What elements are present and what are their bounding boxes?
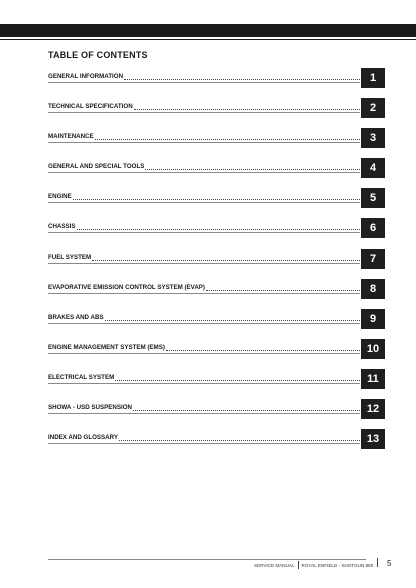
toc-entry-number[interactable]: 10 (361, 339, 385, 359)
toc-entry-label: SHOWA - USD SUSPENSION (48, 404, 132, 412)
toc-leader-dots (77, 223, 384, 230)
toc-entry-label: TECHNICAL SPECIFICATION (48, 103, 133, 111)
toc-entry-label: BRAKES AND ABS (48, 313, 104, 321)
toc-entry-rule (48, 413, 360, 414)
toc-entry-label: MAINTENANCE (48, 133, 94, 141)
toc-entry[interactable] (48, 247, 388, 277)
toc-leader-dots (166, 344, 384, 351)
toc-entry[interactable] (48, 307, 388, 337)
toc-entry[interactable] (48, 337, 388, 367)
toc-entry-label: GENERAL AND SPECIAL TOOLS (48, 163, 145, 171)
footer-rule (48, 559, 366, 560)
toc-entry-rule (48, 112, 360, 113)
footer-model-label: ROYAL ENFIELD - SHOTGUN 650 (301, 562, 374, 568)
toc-entry-number[interactable]: 8 (361, 279, 385, 299)
toc-leader-dots (92, 254, 384, 261)
toc-entry-number[interactable]: 9 (361, 309, 385, 329)
toc-entry-label: CHASSIS (48, 223, 76, 231)
toc-entry-label: ENGINE MANAGEMENT SYSTEM (EMS) (48, 343, 165, 351)
toc-entry-rule (48, 172, 360, 173)
toc-entry-number[interactable]: 7 (361, 249, 385, 269)
toc-entry[interactable] (48, 156, 388, 186)
toc-entry-rule (48, 202, 360, 203)
footer-manual-label: SERVICE MANUAL (254, 562, 295, 568)
toc-entry-label: EVAPORATIVE EMISSION CONTROL SYSTEM (EVAP) (48, 283, 205, 291)
toc-entry[interactable] (48, 186, 388, 216)
toc-entry[interactable] (48, 216, 388, 246)
footer-separator (377, 558, 378, 567)
toc-entry-number[interactable]: 12 (361, 399, 385, 419)
toc-entry-number[interactable]: 3 (361, 128, 385, 148)
header-rule (0, 39, 416, 40)
toc-entry-rule (48, 293, 360, 294)
toc-entry-number[interactable]: 2 (361, 98, 385, 118)
toc-entry-label: ELECTRICAL SYSTEM (48, 373, 115, 381)
toc-leader-dots (133, 404, 384, 411)
toc-entry-label: INDEX AND GLOSSARY (48, 434, 119, 442)
toc-entry-rule (48, 263, 360, 264)
toc-leader-dots (105, 314, 384, 321)
toc-leader-dots (119, 434, 384, 441)
toc-entry-rule (48, 443, 360, 444)
toc-leader-dots (206, 284, 384, 291)
toc-entry-number[interactable]: 11 (361, 369, 385, 389)
footer (254, 561, 373, 569)
toc-entry-label: GENERAL INFORMATION (48, 73, 124, 80)
toc-leader-dots (95, 133, 384, 140)
toc-entry-number[interactable]: 1 (361, 68, 385, 88)
toc-entry-rule (48, 383, 360, 384)
toc-leader-dots (73, 193, 384, 200)
toc-entry-number[interactable]: 4 (361, 158, 385, 178)
toc-entry-rule (48, 142, 360, 143)
toc-leader-dots (134, 103, 384, 110)
toc-entry-rule (48, 232, 360, 233)
toc-leader-dots (124, 73, 384, 80)
toc-entry[interactable] (48, 126, 388, 156)
toc-leader-dots (145, 163, 384, 170)
toc-entry-number[interactable]: 6 (361, 218, 385, 238)
toc-entry[interactable] (48, 367, 388, 397)
toc-entry-number[interactable]: 13 (361, 429, 385, 449)
toc-entry-number[interactable]: 5 (361, 188, 385, 208)
toc-entry[interactable] (48, 397, 388, 427)
page-number: 5 (387, 559, 392, 568)
toc-leader-dots (115, 374, 384, 381)
toc-entry[interactable] (48, 277, 388, 307)
toc-entry-rule (48, 353, 360, 354)
toc-entry[interactable] (48, 66, 388, 96)
toc-entry[interactable] (48, 427, 388, 457)
footer-separator (298, 561, 299, 569)
toc-entry[interactable] (48, 96, 388, 126)
toc-entry-rule (48, 82, 360, 83)
toc-entry-rule (48, 323, 360, 324)
toc-list (48, 66, 388, 457)
toc-entry-label: FUEL SYSTEM (48, 253, 92, 261)
toc-entry-label: ENGINE (48, 193, 72, 201)
toc-title: TABLE OF CONTENTS (48, 50, 148, 60)
header-bar (0, 24, 416, 37)
